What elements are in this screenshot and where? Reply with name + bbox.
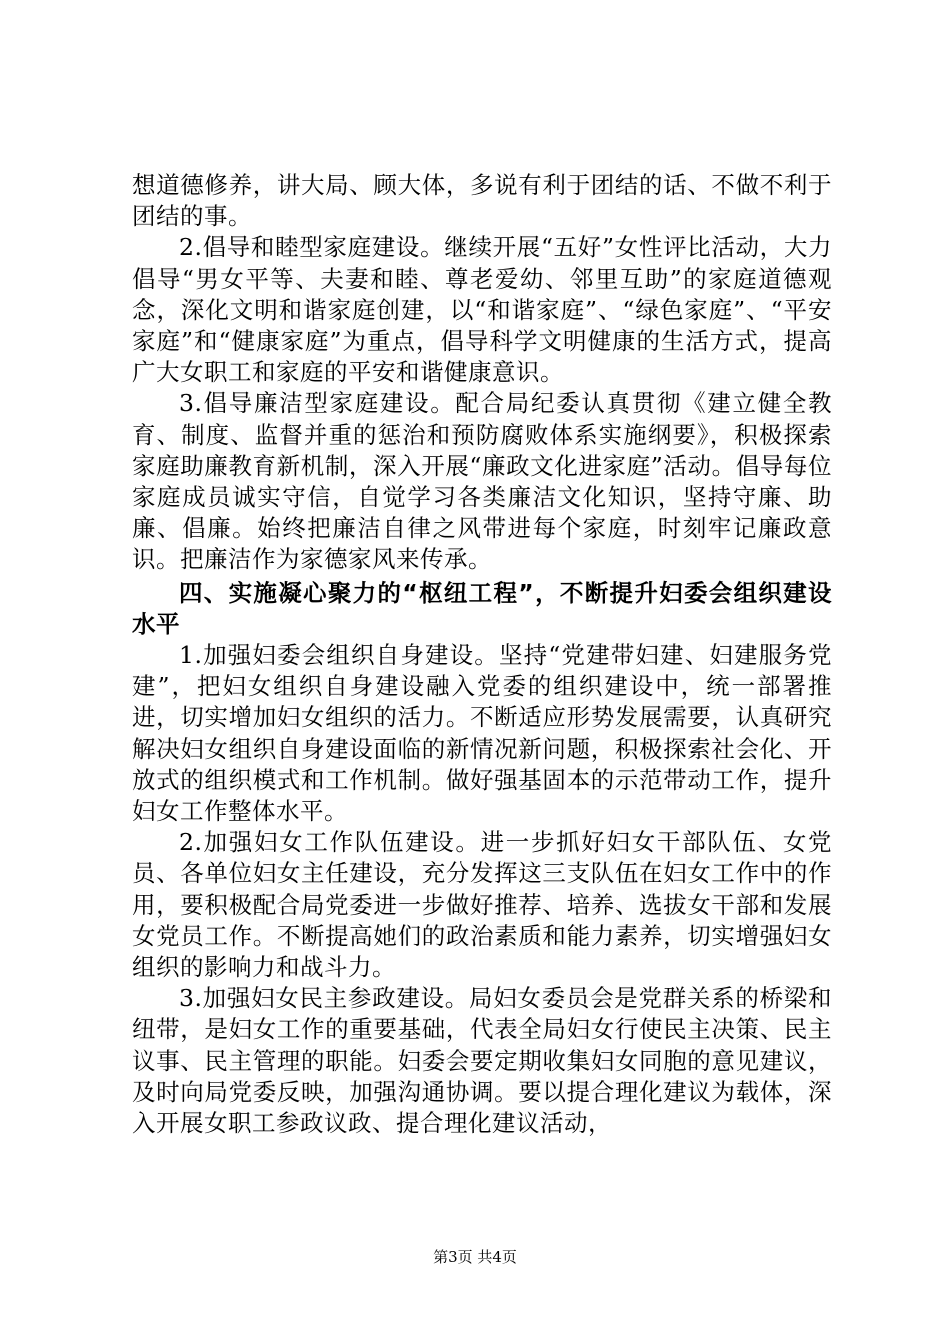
- paragraph-item-organization-building: 1.加强妇委会组织自身建设。坚持“党建带妇建、妇建服务党建”，把妇女组织自身建设融入党委的组织建设中，统一部署推进，切实增加妇女组织的活力。不断适应形势发展需要，认真研究解决妇女组织自身建设面临的新情况新问题，积极探索社会化、开放式的组织模式和工作机制。做好强基固本的示范带动工作，提升妇女工作整体水平。: [132, 641, 832, 826]
- paragraph-item-harmonious-family: 2.倡导和睦型家庭建设。继续开展“五好”女性评比活动，大力倡导“男女平等、夫妻和睦、尊老爱幼、邻里互助”的家庭道德观念，深化文明和谐家庭创建，以“和谐家庭”、“绿色家庭”、“平安家庭”和“健康家庭”为重点，倡导科学文明健康的生活方式，提高广大女职工和家庭的平安和谐健康意识。: [132, 233, 832, 387]
- page-number-footer: 第3页 共4页: [433, 1248, 517, 1266]
- paragraph-item-team-building: 2.加强妇女工作队伍建设。进一步抓好妇女干部队伍、女党员、各单位妇女主任建设，充分发挥这三支队伍在妇女工作中的作用，要积极配合局党委进一步做好推荐、培养、选拔女干部和发展女党员工作。不断提高她们的政治素质和能力素养，切实增强妇女组织的影响力和战斗力。: [132, 828, 832, 982]
- paragraph-item-democratic-participation: 3.加强妇女民主参政建设。局妇女委员会是党群关系的桥梁和纽带，是妇女工作的重要基础，代表全局妇女行使民主决策、民主议事、民主管理的职能。妇委会要定期收集妇女同胞的意见建议，及时向局党委反映，加强沟通协调。要以提合理化建议为载体，深入开展女职工参政议政、提合理化建议活动，: [132, 984, 832, 1138]
- paragraph-continuation: 想道德修养，讲大局、顾大体，多说有利于团结的话、不做不利于团结的事。: [132, 171, 832, 231]
- document-body: [132, 170, 832, 1139]
- paragraph-item-honest-family: 3.倡导廉洁型家庭建设。配合局纪委认真贯彻《建立健全教育、制度、监督并重的惩治和预防腐败体系实施纲要》，积极探索家庭助廉教育新机制，深入开展“廉政文化进家庭”活动。倡导每位家庭成员诚实守信，自觉学习各类廉洁文化知识，坚持守廉、助廉、倡廉。始终把廉洁自律之风带进每个家庭，时刻牢记廉政意识。把廉洁作为家德家风来传承。: [132, 389, 832, 574]
- section-heading-four: 四、实施凝心聚力的“枢纽工程”，不断提升妇委会组织建设水平: [132, 578, 832, 638]
